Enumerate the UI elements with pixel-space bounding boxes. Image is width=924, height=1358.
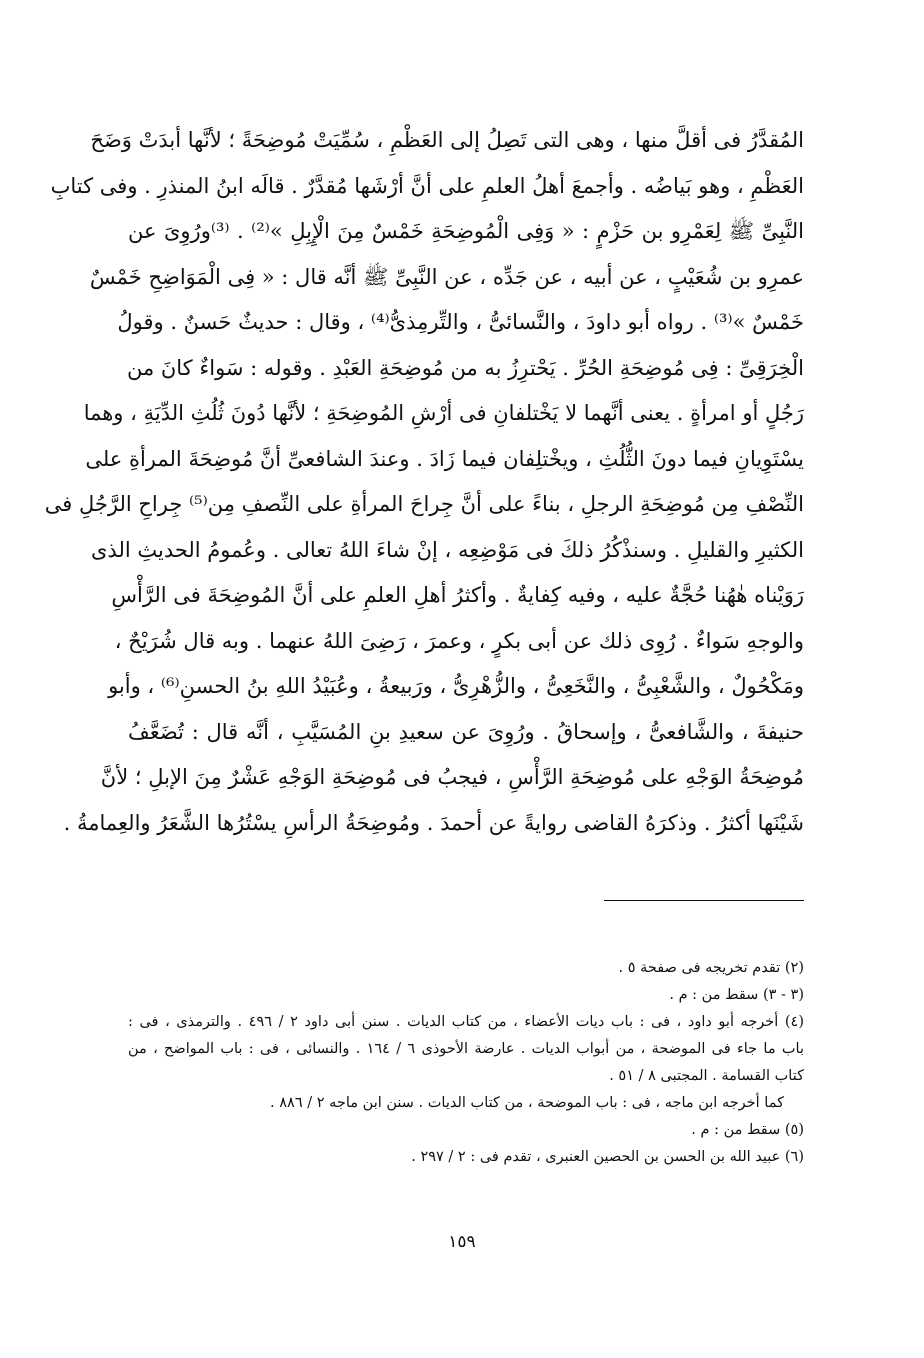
main-text-line: رَجُلٍ أو امرأةٍ . يعنى أنَّهما لا يَخْتلفانِ فى أرْشِ المُوضِحَةِ ؛ لأنَّها دُونَ ثُلُثِ الدِّيَةِ ، وهما [83, 401, 804, 425]
footnote-line: كما أخرجه ابن ماجه ، فى : باب الموضحة ، من كتاب الديات . سنن ابن ماجه ٢ / ٨٨٦ . [270, 1095, 784, 1111]
main-text-line: النِّصْفِ مِن مُوضِحَةِ الرجلِ ، بناءً على أنَّ جِراحَ المرأةِ على النِّصفِ مِن⁽⁵⁾ جِراحِ الرَّجُلِ فى [44, 492, 804, 516]
main-text-block [44, 118, 804, 846]
main-text-line: والوجهِ سَواءٌ . رُوِى ذلك عن أبى بكرٍ ، وعمرَ ، رَضِىَ اللهُ عنهما . وبه قال شُرَيْحٌ ، [114, 628, 804, 653]
main-text-line: العَظْمِ ، وهو بَياضُه . وأجمعَ أهلُ العلمِ على أنَّ أرْشَها مُقدَّرٌ . قالَه ابنُ المنذرِ . وفى كتابِ [50, 173, 804, 198]
main-text-line: مُوضِحَةُ الوَجْهِ على مُوضِحَةِ الرَّأْسِ ، فيجبُ فى مُوضِحَةِ الوَجْهِ عَشْرٌ مِنَ الإبلِ ؛ لأنَّ [100, 765, 804, 789]
main-text-line: الْخِرَقِىِّ : فِى مُوضِحَةِ الحُرِّ . يَحْترِزُ به من مُوضِحَةِ العَبْدِ . وقوله : سَواءٌ كانَ من [126, 355, 804, 380]
footnote-line: (٦) عبيد الله بن الحسن بن الحصين العنبرى ، تقدم فى : ٢ / ٢٩٧ . [411, 1149, 804, 1165]
main-text-line: شَيْنَها أكثرُ . وذكرَهُ القاضى روايةً عن أحمدَ . ومُوضِحَةُ الرأسِ يسْتُرُها الشَّعَرُ والعِمامةُ . [63, 810, 804, 835]
footnote-line: (٣ - ٣) سقط من : م . [669, 987, 804, 1003]
footnotes-block [128, 955, 804, 1171]
main-text-line: ومَكْحُولٌ ، والشَّعْبِىُّ ، والنَّخَعِىُّ ، والزُّهْرِىُّ ، ورَبيعةُ ، وعُبَيْدُ اللهِ بنُ الحسنِ⁽⁶⁾ ، وأبو [108, 674, 804, 698]
footnote-line: باب ما جاء فى الموضحة ، من أبواب الديات . عارضة الأحوذى ٦ / ١٦٤ . والنسائى ، فى : باب المواضح ، من [128, 1041, 804, 1057]
footnote-line: (٤) أخرجه أبو داود ، فى : باب ديات الأعضاء ، من كتاب الديات . سنن أبى داود ٢ / ٤٩٦ . والترمذى ، فى : [128, 1014, 804, 1030]
footnote-line: كتاب القسامة . المجتبى ٨ / ٥١ . [609, 1068, 804, 1084]
footnote-line: (٥) سقط من : م . [691, 1122, 804, 1138]
page-number: ١٥٩ [448, 1232, 476, 1252]
main-text-line: عمرِو بن شُعَيْبٍ ، عن أبيه ، عن جَدِّه ، عن النَّبِىِّ ﷺ أنَّه قال : « فِى الْمَوَاضِحِ خَمْسٌ [89, 264, 804, 289]
main-text-line: يسْتَوِيانِ فيما دونَ الثُّلُثِ ، ويخْتلِفان فيما زَادَ . وعندَ الشافعىِّ أنَّ مُوضِحَةَ المرأةِ على [85, 446, 804, 471]
main-text-line: خَمْسٌ »⁽³⁾ . رواه أبو داودَ ، والنَّسائىُّ ، والتِّرمِذىُّ⁽⁴⁾ ، وقال : حديثٌ حَسنٌ . وقولُ [117, 310, 804, 334]
footnote-line: (٢) تقدم تخريجه فى صفحة ٥ . [618, 960, 804, 976]
main-text-line: النَّبِىِّ ﷺ لِعَمْرِو بن حَزْمٍ : « وَفِى الْمُوضِحَةِ خَمْسٌ مِنَ الْإِبِلِ »⁽²⁾ . ⁽³⁾ورُوِىَ عن [128, 219, 804, 243]
main-text-line: حنيفةَ ، والشَّافعىُّ ، وإسحاقُ . ورُوِىَ عن سعيدِ بنِ المُسَيَّبِ ، أنَّه قال : تُضَعَّفُ [128, 719, 804, 744]
main-text-line: رَوَيْناه هٰهُنا حُجَّةٌ عليه ، وفيه كِفايةٌ . وأكثرُ أهلِ العلمِ على أنَّ المُوضِحَةَ فى الرَّأْسِ [111, 583, 804, 607]
main-text-line: الكثيرِ والقليلِ . وسنذْكُرُ ذلكَ فى مَوْضِعِه ، إنْ شاءَ اللهُ تعالى . وعُمومُ الحديثِ الذى [90, 537, 804, 562]
main-text-line: المُقدَّرُ فى أقلَّ منها ، وهى التى تَصِلُ إلى العَظْمِ ، سُمِّيَتْ مُوضِحَةً ؛ لأنَّها أبدَتْ وَضَحَ [90, 128, 804, 152]
footnote-divider [604, 900, 804, 901]
